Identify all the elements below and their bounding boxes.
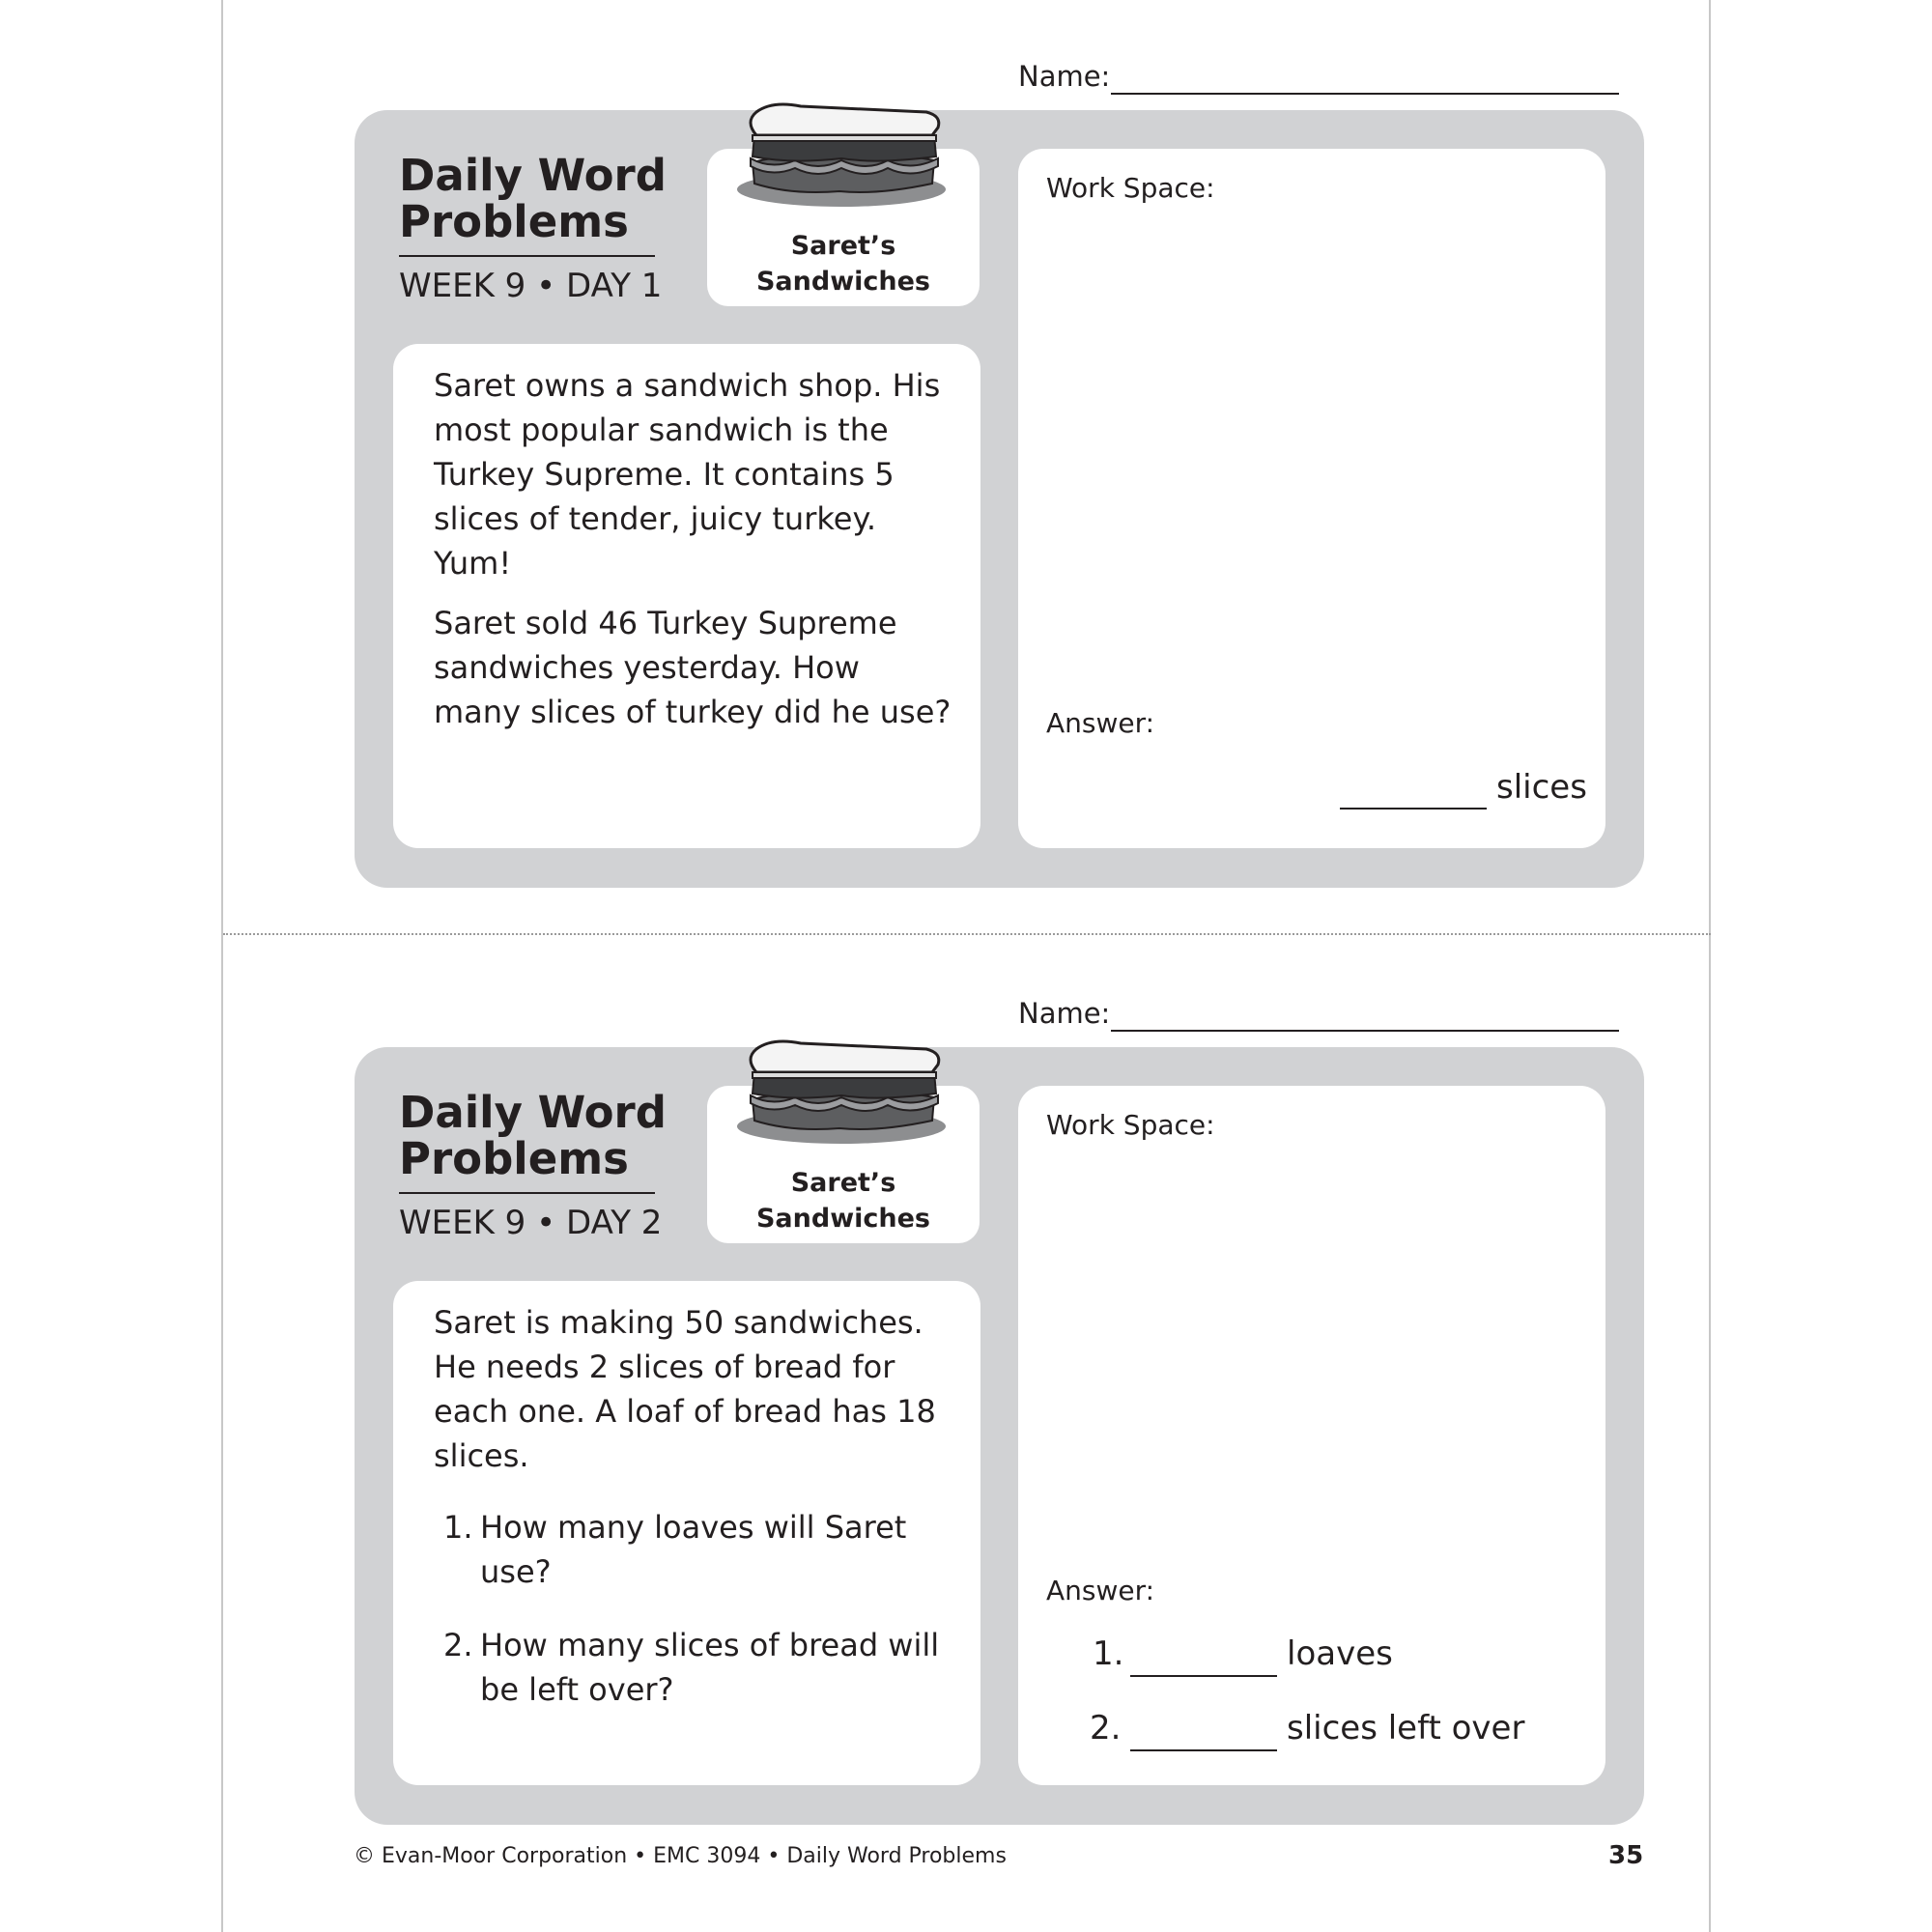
footer-copyright: © Evan-Moor Corporation • EMC 3094 • Daily Word Problems (354, 1844, 1007, 1868)
title-line-2: Problems (399, 196, 629, 247)
work-space-label: Work Space: (1046, 1109, 1215, 1141)
question-text: How many slices of bread will be left over? (480, 1627, 940, 1708)
problem-paragraph: Saret is making 50 sandwiches. He needs 2 slices of bread for each one. A loaf of bread has 18 slices. (434, 1304, 936, 1474)
title-line-2: Problems (399, 1133, 629, 1184)
answer-blank[interactable] (1130, 1675, 1277, 1677)
theme-line-2: Sandwiches (755, 267, 931, 297)
problem-paragraph: Saret owns a sandwich shop. His most popular sandwich is the Turkey Supreme. It contains 5 slices of tender, juicy turkey. Yum! (434, 367, 941, 582)
name-row (1018, 997, 1627, 1036)
sandwich-icon (733, 102, 955, 211)
theme-line-2: Sandwiches (755, 1204, 931, 1234)
problem-box (393, 1281, 980, 1785)
worksheet-card-day-1 (355, 110, 1644, 888)
question-number: 2. (443, 1627, 473, 1663)
page-title (399, 1087, 667, 1184)
answer-number: 1. (1093, 1634, 1124, 1673)
week-day-label: WEEK 9 • DAY 2 (399, 1204, 663, 1242)
right-margin-line (1709, 0, 1711, 1932)
cut-line (223, 933, 1711, 935)
answer-unit: slices (1496, 768, 1587, 807)
problem-box (393, 344, 980, 848)
title-divider (399, 255, 655, 257)
sandwich-icon (733, 1039, 955, 1148)
answer-unit: loaves (1287, 1634, 1393, 1673)
answer-number: 2. (1090, 1709, 1122, 1747)
title-divider (399, 1192, 655, 1194)
work-space-box[interactable] (1018, 1086, 1605, 1785)
problem-paragraph: Saret sold 46 Turkey Supreme sandwiches yesterday. How many slices of turkey did he use? (434, 605, 952, 730)
left-margin-line (221, 0, 223, 1932)
theme-line-1: Saret’s (790, 1168, 896, 1198)
answer-label: Answer: (1046, 707, 1155, 739)
week-day-label: WEEK 9 • DAY 1 (399, 267, 663, 305)
page-title (399, 150, 667, 247)
work-space-label: Work Space: (1046, 172, 1215, 204)
list-item (434, 1623, 955, 1712)
name-label: Name: (1018, 60, 1111, 93)
answer-label: Answer: (1046, 1575, 1155, 1606)
answer-unit: slices left over (1287, 1709, 1525, 1747)
problem-text (434, 363, 955, 750)
name-label: Name: (1018, 997, 1111, 1030)
worksheet-card-day-2 (355, 1047, 1644, 1825)
title-line-1: Daily Word (399, 1087, 667, 1138)
theme-line-1: Saret’s (790, 231, 896, 261)
name-row (1018, 60, 1627, 99)
answer-blank[interactable] (1130, 1749, 1277, 1751)
title-line-1: Daily Word (399, 150, 667, 201)
question-text: How many loaves will Saret use? (480, 1509, 907, 1590)
name-field[interactable] (1111, 1030, 1619, 1032)
page-number: 35 (1608, 1841, 1644, 1870)
question-list (434, 1505, 955, 1712)
work-space-box[interactable] (1018, 149, 1605, 848)
question-number: 1. (443, 1509, 473, 1546)
name-field[interactable] (1111, 93, 1619, 95)
answer-blank[interactable] (1340, 808, 1487, 810)
theme-label (707, 1165, 980, 1236)
problem-text (434, 1300, 955, 1741)
list-item (434, 1505, 955, 1594)
theme-label (707, 228, 980, 299)
